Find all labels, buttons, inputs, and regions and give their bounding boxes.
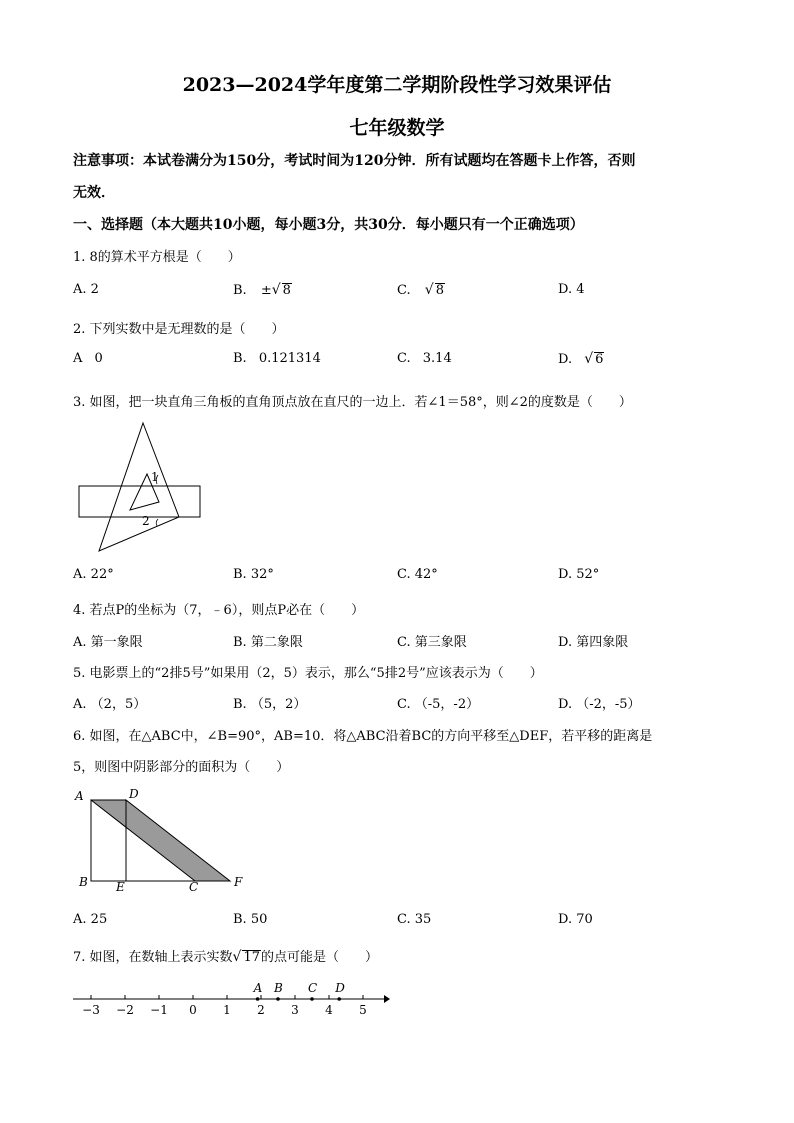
point-group <box>253 981 346 1001</box>
option-text: 3.14 <box>422 351 452 366</box>
option-letter: B. <box>233 697 247 712</box>
question-5-stem: 5. 电影票上的“2排5号”如果用（2，5）表示，那么“5排2号”应该表示为（ ） <box>73 666 543 681</box>
number-line <box>70 975 400 1020</box>
point-d-label: D <box>129 787 139 801</box>
question-4-stem: 4. 若点P的坐标为（7，﹣6），则点P必在（ ） <box>73 603 365 618</box>
option-text: 25 <box>90 912 108 927</box>
point-e-label: E <box>116 880 125 894</box>
q2-option-d[interactable] <box>558 351 604 367</box>
sqrt-sign: √ <box>424 282 434 298</box>
point-c-label: C <box>189 880 199 894</box>
option-letter: D. <box>558 635 573 650</box>
q1-option-d[interactable] <box>558 282 585 297</box>
angle-1-label: 1 <box>151 470 159 484</box>
tick-group <box>82 995 367 1017</box>
q6-option-a[interactable] <box>73 912 107 927</box>
question-3-stem: 3. 如图，把一块直角三角板的直角顶点放在直尺的一边上．若∠1＝58°，则∠2的度数是（ ） <box>73 395 632 410</box>
point-a-label: A <box>253 981 263 995</box>
q3-option-a[interactable] <box>73 567 114 582</box>
option-text: 第二象限 <box>250 635 303 650</box>
page-subtitle: 七年级数学 <box>349 117 445 139</box>
radicand: 8 <box>282 283 291 298</box>
option-letter: D. <box>558 282 573 297</box>
translation-figure <box>72 785 252 897</box>
option-text: 第三象限 <box>414 635 467 650</box>
option-text: （2，5） <box>90 697 147 712</box>
shaded-region <box>91 800 230 881</box>
question-6-stem-line-1: 6. 如图，在△ABC中，∠B=90°，AB=10．将△ABC沿着BC的方向平移至△DEF，若平移的距离是 <box>73 729 653 744</box>
q6-option-d[interactable] <box>558 912 593 927</box>
tick-label: −1 <box>150 1003 168 1017</box>
sqrt-sign: √ <box>584 351 594 367</box>
tick-label: 5 <box>359 1003 367 1017</box>
option-text: 22° <box>90 567 114 582</box>
option-text: （5，2） <box>250 697 307 712</box>
option-letter: D. <box>558 697 573 712</box>
point-a-label: A <box>75 789 84 803</box>
option-text: 第四象限 <box>576 635 629 650</box>
q3-option-c[interactable] <box>397 567 438 582</box>
point-b-dot <box>276 997 280 1001</box>
option-prefix: ± <box>260 283 272 298</box>
option-letter: D. <box>558 912 573 927</box>
q2-option-b[interactable] <box>233 351 321 366</box>
q3-option-b[interactable] <box>233 567 274 582</box>
option-text: 0.121314 <box>258 351 321 366</box>
option-letter: C. <box>397 283 411 298</box>
page-title: 2023—2024学年度第二学期阶段性学习效果评估 <box>182 74 612 96</box>
option-letter: A. <box>73 635 87 650</box>
option-text: 70 <box>576 912 593 927</box>
q4-option-a[interactable] <box>73 631 143 650</box>
tick-label: 0 <box>189 1003 197 1017</box>
option-letter: A. <box>73 912 87 927</box>
q1-option-a[interactable] <box>73 282 99 297</box>
question-6-stem-line-2: 5，则图中阴影部分的面积为（ ） <box>73 760 290 775</box>
point-c-label: C <box>308 981 318 995</box>
q1-option-b[interactable] <box>233 282 292 298</box>
q5-option-a[interactable] <box>73 693 146 712</box>
question-2-stem: 2. 下列实数中是无理数的是（ ） <box>73 322 285 337</box>
notice-line-2: 无效． <box>73 185 115 201</box>
option-letter: B. <box>233 567 247 582</box>
option-text: 4 <box>576 282 585 297</box>
option-letter: C. <box>397 912 411 927</box>
triangle-def <box>126 800 230 881</box>
triangle-outer <box>99 423 179 551</box>
angle-2-label: 2 <box>142 514 150 528</box>
option-letter: B. <box>233 351 247 366</box>
option-letter: A <box>73 351 83 366</box>
point-d-dot <box>337 997 341 1001</box>
tick-label: 2 <box>257 1003 265 1017</box>
option-letter: D. <box>558 352 573 367</box>
number-line-arrow <box>384 995 390 1003</box>
option-text: （-5，-2） <box>414 697 480 712</box>
tick-label: −3 <box>82 1003 100 1017</box>
sqrt-sign: √ <box>271 282 281 298</box>
radicand: 8 <box>435 283 444 298</box>
tick-label: 1 <box>223 1003 231 1017</box>
option-text: （-2，-5） <box>576 697 641 712</box>
ruler-triangle-figure <box>70 418 210 554</box>
tick-label: 3 <box>291 1003 299 1017</box>
option-text: 35 <box>414 912 432 927</box>
option-text: 52° <box>576 567 600 582</box>
q4-option-b[interactable] <box>233 631 303 650</box>
option-letter: A. <box>73 567 87 582</box>
option-letter: B. <box>233 283 247 298</box>
option-letter: A. <box>73 282 87 297</box>
point-f-label: F <box>234 875 243 889</box>
point-d-label: D <box>335 981 345 995</box>
section-heading: 一、选择题（本大题共10小题，每小题3分，共30分．每小题只有一个正确选项） <box>73 217 584 233</box>
option-text: 2 <box>90 282 99 297</box>
q6-option-c[interactable] <box>397 912 431 927</box>
option-letter: B. <box>233 635 247 650</box>
option-text: 42° <box>414 567 438 582</box>
stem-after: 的点可能是（ ） <box>261 950 379 965</box>
point-a-dot <box>256 997 260 1001</box>
option-letter: C. <box>397 635 411 650</box>
radicand: 17 <box>243 950 261 965</box>
tick-label: 4 <box>325 1003 333 1017</box>
point-c-dot <box>310 997 314 1001</box>
point-b-label: B <box>274 981 283 995</box>
q5-option-d[interactable] <box>558 693 641 712</box>
option-letter: C. <box>397 351 411 366</box>
option-text: 0 <box>94 351 103 366</box>
option-letter: B. <box>233 912 247 927</box>
triangle-abc <box>91 800 195 881</box>
option-text: 50 <box>250 912 268 927</box>
q6-option-b[interactable] <box>233 912 267 927</box>
option-letter: C. <box>397 697 411 712</box>
option-text: 第一象限 <box>90 635 143 650</box>
option-letter: D. <box>558 567 573 582</box>
q4-option-c[interactable] <box>397 631 467 650</box>
option-letter: A. <box>73 697 87 712</box>
option-letter: C. <box>397 567 411 582</box>
q1-option-c[interactable] <box>397 282 445 298</box>
stem-before: 7. 如图，在数轴上表示实数 <box>73 950 233 965</box>
sqrt-sign: √ <box>232 949 242 965</box>
q5-option-b[interactable] <box>233 693 306 712</box>
q3-option-d[interactable] <box>558 567 599 582</box>
tick-label: −2 <box>116 1003 134 1017</box>
q2-option-a[interactable] <box>73 351 103 366</box>
radicand: 6 <box>595 352 604 367</box>
question-7-stem <box>73 946 378 965</box>
question-1-stem: 1. 8的算术平方根是（ ） <box>73 250 241 265</box>
q4-option-d[interactable] <box>558 631 628 650</box>
q5-option-c[interactable] <box>397 693 479 712</box>
angle-2-arc <box>156 519 158 526</box>
option-text: 32° <box>250 567 274 582</box>
q2-option-c[interactable] <box>397 351 452 366</box>
point-b-label: B <box>79 875 88 889</box>
notice-line-1: 注意事项：本试卷满分为150分，考试时间为120分钟．所有试题均在答题卡上作答，否则 <box>73 153 636 169</box>
